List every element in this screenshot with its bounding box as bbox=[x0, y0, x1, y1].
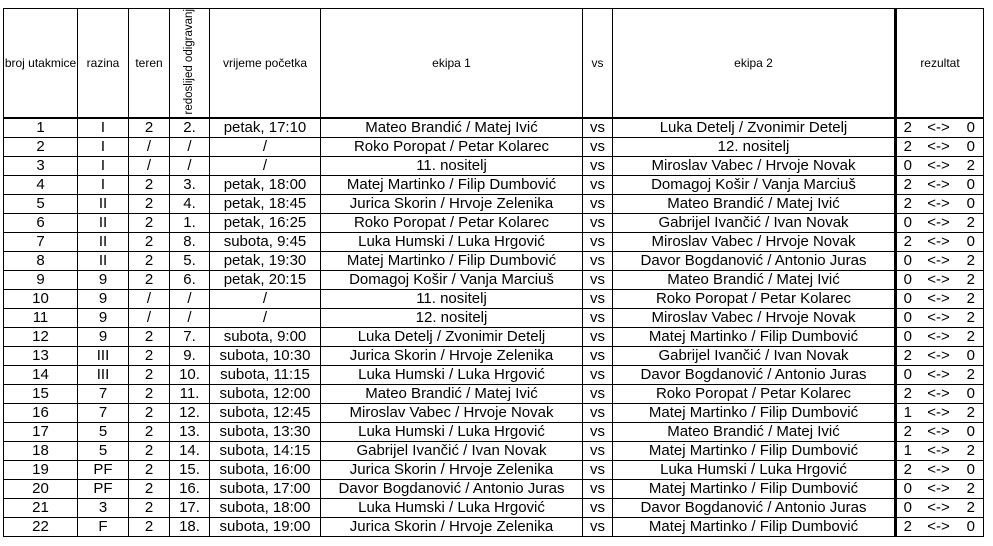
team2-cell: Davor Bogdanović / Antonio Juras bbox=[613, 252, 896, 271]
court-cell: 2 bbox=[129, 461, 170, 480]
start-time-cell: petak, 18:45 bbox=[210, 195, 321, 214]
score1-cell: 2 bbox=[896, 118, 919, 138]
court-cell: 2 bbox=[129, 233, 170, 252]
header-order bbox=[170, 9, 210, 119]
order-cell: 4. bbox=[170, 195, 210, 214]
order-cell: 8. bbox=[170, 233, 210, 252]
team2-cell: Miroslav Vabec / Hrvoje Novak bbox=[613, 157, 896, 176]
score2-cell: 0 bbox=[959, 423, 984, 442]
match-number-cell: 1 bbox=[4, 118, 78, 138]
match-number-cell: 5 bbox=[4, 195, 78, 214]
score2-cell: 0 bbox=[959, 385, 984, 404]
team2-cell: Miroslav Vabec / Hrvoje Novak bbox=[613, 309, 896, 328]
header-result: rezultat bbox=[896, 9, 984, 119]
team1-cell: Gabrijel Ivančić / Ivan Novak bbox=[321, 442, 583, 461]
match-number-cell: 12 bbox=[4, 328, 78, 347]
match-number-cell: 11 bbox=[4, 309, 78, 328]
vs-cell: vs bbox=[583, 480, 613, 499]
court-cell: 2 bbox=[129, 518, 170, 537]
score1-cell: 0 bbox=[896, 252, 919, 271]
level-cell: 5 bbox=[78, 423, 129, 442]
score-separator-cell: <-> bbox=[919, 290, 959, 309]
match-number-cell: 3 bbox=[4, 157, 78, 176]
start-time-cell: petak, 16:25 bbox=[210, 214, 321, 233]
table-row bbox=[4, 499, 984, 518]
team2-cell: Mateo Brandić / Matej Ivić bbox=[613, 195, 896, 214]
court-cell: 2 bbox=[129, 271, 170, 290]
score1-cell: 0 bbox=[896, 290, 919, 309]
start-time-cell: subota, 11:15 bbox=[210, 366, 321, 385]
court-cell: 2 bbox=[129, 347, 170, 366]
score1-cell: 0 bbox=[896, 366, 919, 385]
team2-cell: Luka Humski / Luka Hrgović bbox=[613, 461, 896, 480]
score2-cell: 2 bbox=[959, 366, 984, 385]
table-row bbox=[4, 118, 984, 138]
court-cell: 2 bbox=[129, 366, 170, 385]
start-time-cell: subota, 18:00 bbox=[210, 499, 321, 518]
team2-cell: Matej Martinko / Filip Dumbović bbox=[613, 518, 896, 537]
court-cell: 2 bbox=[129, 176, 170, 195]
level-cell: I bbox=[78, 176, 129, 195]
table-row bbox=[4, 366, 984, 385]
order-cell: 15. bbox=[170, 461, 210, 480]
match-number-cell: 14 bbox=[4, 366, 78, 385]
score1-cell: 0 bbox=[896, 480, 919, 499]
court-cell: / bbox=[129, 157, 170, 176]
score2-cell: 2 bbox=[959, 252, 984, 271]
match-number-cell: 17 bbox=[4, 423, 78, 442]
court-cell: 2 bbox=[129, 442, 170, 461]
order-cell: 17. bbox=[170, 499, 210, 518]
order-cell: 16. bbox=[170, 480, 210, 499]
score-separator-cell: <-> bbox=[919, 404, 959, 423]
level-cell: 7 bbox=[78, 404, 129, 423]
start-time-cell: petak, 18:00 bbox=[210, 176, 321, 195]
match-number-cell: 13 bbox=[4, 347, 78, 366]
score-separator-cell: <-> bbox=[919, 252, 959, 271]
start-time-cell: subota, 14:15 bbox=[210, 442, 321, 461]
start-time-cell: subota, 16:00 bbox=[210, 461, 321, 480]
match-number-cell: 6 bbox=[4, 214, 78, 233]
match-number-cell: 16 bbox=[4, 404, 78, 423]
vs-cell: vs bbox=[583, 442, 613, 461]
score-separator-cell: <-> bbox=[919, 328, 959, 347]
vs-cell: vs bbox=[583, 461, 613, 480]
team2-cell: Mateo Brandić / Matej Ivić bbox=[613, 271, 896, 290]
team1-cell: 11. nositelj bbox=[321, 157, 583, 176]
vs-cell: vs bbox=[583, 423, 613, 442]
order-cell: 5. bbox=[170, 252, 210, 271]
match-number-cell: 19 bbox=[4, 461, 78, 480]
header-order-label: redoslijed odigravanj bbox=[183, 9, 195, 115]
header-row bbox=[4, 9, 984, 119]
match-number-cell: 9 bbox=[4, 271, 78, 290]
header-team2: ekipa 2 bbox=[613, 9, 896, 119]
score2-cell: 2 bbox=[959, 290, 984, 309]
score2-cell: 0 bbox=[959, 195, 984, 214]
court-cell: 2 bbox=[129, 423, 170, 442]
table-row bbox=[4, 252, 984, 271]
vs-cell: vs bbox=[583, 404, 613, 423]
court-cell: / bbox=[129, 309, 170, 328]
team2-cell: Gabrijel Ivančić / Ivan Novak bbox=[613, 214, 896, 233]
team1-cell: Davor Bogdanović / Antonio Juras bbox=[321, 480, 583, 499]
vs-cell: vs bbox=[583, 328, 613, 347]
start-time-cell: / bbox=[210, 138, 321, 157]
header-match-no: broj utakmice bbox=[4, 9, 78, 119]
table-row bbox=[4, 518, 984, 537]
vs-cell: vs bbox=[583, 118, 613, 138]
score2-cell: 0 bbox=[959, 233, 984, 252]
match-number-cell: 7 bbox=[4, 233, 78, 252]
score1-cell: 1 bbox=[896, 404, 919, 423]
order-cell: / bbox=[170, 309, 210, 328]
vs-cell: vs bbox=[583, 347, 613, 366]
order-cell: / bbox=[170, 157, 210, 176]
score2-cell: 0 bbox=[959, 461, 984, 480]
court-cell: / bbox=[129, 290, 170, 309]
table-row bbox=[4, 176, 984, 195]
level-cell: PF bbox=[78, 480, 129, 499]
match-number-cell: 4 bbox=[4, 176, 78, 195]
score-separator-cell: <-> bbox=[919, 176, 959, 195]
match-number-cell: 15 bbox=[4, 385, 78, 404]
team2-cell: Domagoj Košir / Vanja Marciuš bbox=[613, 176, 896, 195]
header-start-time: vrijeme početka bbox=[210, 9, 321, 119]
vs-cell: vs bbox=[583, 366, 613, 385]
level-cell: II bbox=[78, 252, 129, 271]
level-cell: II bbox=[78, 233, 129, 252]
score1-cell: 0 bbox=[896, 309, 919, 328]
order-cell: 2. bbox=[170, 118, 210, 138]
score-separator-cell: <-> bbox=[919, 423, 959, 442]
team1-cell: Matej Martinko / Filip Dumbović bbox=[321, 252, 583, 271]
table-row bbox=[4, 328, 984, 347]
score2-cell: 2 bbox=[959, 404, 984, 423]
table-row bbox=[4, 404, 984, 423]
court-cell: 2 bbox=[129, 385, 170, 404]
start-time-cell: petak, 17:10 bbox=[210, 118, 321, 138]
start-time-cell: / bbox=[210, 309, 321, 328]
score-separator-cell: <-> bbox=[919, 271, 959, 290]
team2-cell: Roko Poropat / Petar Kolarec bbox=[613, 290, 896, 309]
team2-cell: Gabrijel Ivančić / Ivan Novak bbox=[613, 347, 896, 366]
team2-cell: Matej Martinko / Filip Dumbović bbox=[613, 404, 896, 423]
team1-cell: Luka Humski / Luka Hrgović bbox=[321, 499, 583, 518]
court-cell: 2 bbox=[129, 404, 170, 423]
table-row bbox=[4, 309, 984, 328]
team1-cell: 12. nositelj bbox=[321, 309, 583, 328]
table-row bbox=[4, 214, 984, 233]
vs-cell: vs bbox=[583, 271, 613, 290]
level-cell: 9 bbox=[78, 271, 129, 290]
score-separator-cell: <-> bbox=[919, 461, 959, 480]
team1-cell: Domagoj Košir / Vanja Marciuš bbox=[321, 271, 583, 290]
level-cell: 7 bbox=[78, 385, 129, 404]
order-cell: 13. bbox=[170, 423, 210, 442]
team2-cell: 12. nositelj bbox=[613, 138, 896, 157]
score1-cell: 0 bbox=[896, 214, 919, 233]
team1-cell: Mateo Brandić / Matej Ivić bbox=[321, 385, 583, 404]
team2-cell: Matej Martinko / Filip Dumbović bbox=[613, 480, 896, 499]
score-separator-cell: <-> bbox=[919, 347, 959, 366]
header-court: teren bbox=[129, 9, 170, 119]
order-cell: 6. bbox=[170, 271, 210, 290]
table-row bbox=[4, 347, 984, 366]
team1-cell: Luka Detelj / Zvonimir Detelj bbox=[321, 328, 583, 347]
level-cell: III bbox=[78, 347, 129, 366]
score2-cell: 2 bbox=[959, 309, 984, 328]
score1-cell: 2 bbox=[896, 138, 919, 157]
court-cell: 2 bbox=[129, 118, 170, 138]
level-cell: 9 bbox=[78, 328, 129, 347]
score-separator-cell: <-> bbox=[919, 309, 959, 328]
team1-cell: Matej Martinko / Filip Dumbović bbox=[321, 176, 583, 195]
level-cell: I bbox=[78, 118, 129, 138]
table-row bbox=[4, 461, 984, 480]
score1-cell: 2 bbox=[896, 195, 919, 214]
vs-cell: vs bbox=[583, 195, 613, 214]
score1-cell: 0 bbox=[896, 157, 919, 176]
order-cell: 10. bbox=[170, 366, 210, 385]
start-time-cell: subota, 19:00 bbox=[210, 518, 321, 537]
match-number-cell: 2 bbox=[4, 138, 78, 157]
level-cell: 9 bbox=[78, 309, 129, 328]
table-row bbox=[4, 195, 984, 214]
score2-cell: 2 bbox=[959, 157, 984, 176]
score1-cell: 2 bbox=[896, 233, 919, 252]
level-cell: PF bbox=[78, 461, 129, 480]
court-cell: 2 bbox=[129, 328, 170, 347]
start-time-cell: subota, 12:45 bbox=[210, 404, 321, 423]
team1-cell: Roko Poropat / Petar Kolarec bbox=[321, 138, 583, 157]
table-row bbox=[4, 233, 984, 252]
start-time-cell: subota, 17:00 bbox=[210, 480, 321, 499]
match-schedule-table bbox=[3, 8, 984, 537]
team2-cell: Luka Detelj / Zvonimir Detelj bbox=[613, 118, 896, 138]
table-row bbox=[4, 138, 984, 157]
start-time-cell: petak, 20:15 bbox=[210, 271, 321, 290]
vs-cell: vs bbox=[583, 233, 613, 252]
score2-cell: 0 bbox=[959, 176, 984, 195]
order-cell: 9. bbox=[170, 347, 210, 366]
team1-cell: Jurica Skorin / Hrvoje Zelenika bbox=[321, 195, 583, 214]
score-separator-cell: <-> bbox=[919, 118, 959, 138]
vs-cell: vs bbox=[583, 290, 613, 309]
team1-cell: Mateo Brandić / Matej Ivić bbox=[321, 118, 583, 138]
order-cell: 1. bbox=[170, 214, 210, 233]
match-number-cell: 20 bbox=[4, 480, 78, 499]
order-cell: 18. bbox=[170, 518, 210, 537]
score2-cell: 2 bbox=[959, 214, 984, 233]
order-cell: / bbox=[170, 138, 210, 157]
score-separator-cell: <-> bbox=[919, 233, 959, 252]
score-separator-cell: <-> bbox=[919, 499, 959, 518]
start-time-cell: subota, 12:00 bbox=[210, 385, 321, 404]
table-row bbox=[4, 423, 984, 442]
court-cell: / bbox=[129, 138, 170, 157]
team2-cell: Miroslav Vabec / Hrvoje Novak bbox=[613, 233, 896, 252]
level-cell: II bbox=[78, 214, 129, 233]
table-row bbox=[4, 271, 984, 290]
table-row bbox=[4, 157, 984, 176]
score-separator-cell: <-> bbox=[919, 442, 959, 461]
team1-cell: Luka Humski / Luka Hrgović bbox=[321, 233, 583, 252]
score2-cell: 0 bbox=[959, 138, 984, 157]
score1-cell: 2 bbox=[896, 176, 919, 195]
level-cell: II bbox=[78, 195, 129, 214]
score-separator-cell: <-> bbox=[919, 195, 959, 214]
team1-cell: 11. nositelj bbox=[321, 290, 583, 309]
order-cell: 7. bbox=[170, 328, 210, 347]
score1-cell: 1 bbox=[896, 442, 919, 461]
court-cell: 2 bbox=[129, 252, 170, 271]
order-cell: 3. bbox=[170, 176, 210, 195]
start-time-cell: / bbox=[210, 290, 321, 309]
score2-cell: 2 bbox=[959, 499, 984, 518]
vs-cell: vs bbox=[583, 252, 613, 271]
start-time-cell: subota, 10:30 bbox=[210, 347, 321, 366]
table-row bbox=[4, 480, 984, 499]
score1-cell: 2 bbox=[896, 518, 919, 537]
vs-cell: vs bbox=[583, 499, 613, 518]
score2-cell: 2 bbox=[959, 442, 984, 461]
score-separator-cell: <-> bbox=[919, 214, 959, 233]
level-cell: I bbox=[78, 157, 129, 176]
level-cell: I bbox=[78, 138, 129, 157]
score2-cell: 2 bbox=[959, 271, 984, 290]
team2-cell: Matej Martinko / Filip Dumbović bbox=[613, 442, 896, 461]
score1-cell: 2 bbox=[896, 461, 919, 480]
team1-cell: Roko Poropat / Petar Kolarec bbox=[321, 214, 583, 233]
score1-cell: 2 bbox=[896, 347, 919, 366]
vs-cell: vs bbox=[583, 385, 613, 404]
score2-cell: 2 bbox=[959, 328, 984, 347]
team1-cell: Jurica Skorin / Hrvoje Zelenika bbox=[321, 518, 583, 537]
court-cell: 2 bbox=[129, 195, 170, 214]
score-separator-cell: <-> bbox=[919, 385, 959, 404]
start-time-cell: subota, 9:45 bbox=[210, 233, 321, 252]
team2-cell: Davor Bogdanović / Antonio Juras bbox=[613, 499, 896, 518]
score2-cell: 0 bbox=[959, 118, 984, 138]
score-separator-cell: <-> bbox=[919, 518, 959, 537]
court-cell: 2 bbox=[129, 480, 170, 499]
order-cell: 14. bbox=[170, 442, 210, 461]
score1-cell: 0 bbox=[896, 328, 919, 347]
level-cell: 9 bbox=[78, 290, 129, 309]
match-number-cell: 18 bbox=[4, 442, 78, 461]
score-separator-cell: <-> bbox=[919, 157, 959, 176]
team2-cell: Davor Bogdanović / Antonio Juras bbox=[613, 366, 896, 385]
vs-cell: vs bbox=[583, 176, 613, 195]
order-cell: / bbox=[170, 290, 210, 309]
start-time-cell: subota, 13:30 bbox=[210, 423, 321, 442]
level-cell: 5 bbox=[78, 442, 129, 461]
order-cell: 11. bbox=[170, 385, 210, 404]
score1-cell: 2 bbox=[896, 385, 919, 404]
court-cell: 2 bbox=[129, 214, 170, 233]
score1-cell: 0 bbox=[896, 499, 919, 518]
match-number-cell: 22 bbox=[4, 518, 78, 537]
team1-cell: Miroslav Vabec / Hrvoje Novak bbox=[321, 404, 583, 423]
vs-cell: vs bbox=[583, 309, 613, 328]
start-time-cell: / bbox=[210, 157, 321, 176]
score1-cell: 2 bbox=[896, 423, 919, 442]
vs-cell: vs bbox=[583, 518, 613, 537]
score2-cell: 0 bbox=[959, 518, 984, 537]
start-time-cell: petak, 19:30 bbox=[210, 252, 321, 271]
team2-cell: Roko Poropat / Petar Kolarec bbox=[613, 385, 896, 404]
score2-cell: 2 bbox=[959, 480, 984, 499]
score2-cell: 0 bbox=[959, 347, 984, 366]
team1-cell: Luka Humski / Luka Hrgović bbox=[321, 423, 583, 442]
score-separator-cell: <-> bbox=[919, 480, 959, 499]
team1-cell: Jurica Skorin / Hrvoje Zelenika bbox=[321, 347, 583, 366]
table-row bbox=[4, 290, 984, 309]
level-cell: 3 bbox=[78, 499, 129, 518]
match-number-cell: 21 bbox=[4, 499, 78, 518]
vs-cell: vs bbox=[583, 138, 613, 157]
table-row bbox=[4, 385, 984, 404]
start-time-cell: subota, 9:00 bbox=[210, 328, 321, 347]
team2-cell: Mateo Brandić / Matej Ivić bbox=[613, 423, 896, 442]
header-team1: ekipa 1 bbox=[321, 9, 583, 119]
match-number-cell: 8 bbox=[4, 252, 78, 271]
court-cell: 2 bbox=[129, 499, 170, 518]
team1-cell: Luka Humski / Luka Hrgović bbox=[321, 366, 583, 385]
team1-cell: Jurica Skorin / Hrvoje Zelenika bbox=[321, 461, 583, 480]
level-cell: III bbox=[78, 366, 129, 385]
team2-cell: Matej Martinko / Filip Dumbović bbox=[613, 328, 896, 347]
header-vs: vs bbox=[583, 9, 613, 119]
match-number-cell: 10 bbox=[4, 290, 78, 309]
level-cell: F bbox=[78, 518, 129, 537]
header-level: razina bbox=[78, 9, 129, 119]
order-cell: 12. bbox=[170, 404, 210, 423]
vs-cell: vs bbox=[583, 157, 613, 176]
score-separator-cell: <-> bbox=[919, 366, 959, 385]
score1-cell: 0 bbox=[896, 271, 919, 290]
score-separator-cell: <-> bbox=[919, 138, 959, 157]
vs-cell: vs bbox=[583, 214, 613, 233]
table-row bbox=[4, 442, 984, 461]
